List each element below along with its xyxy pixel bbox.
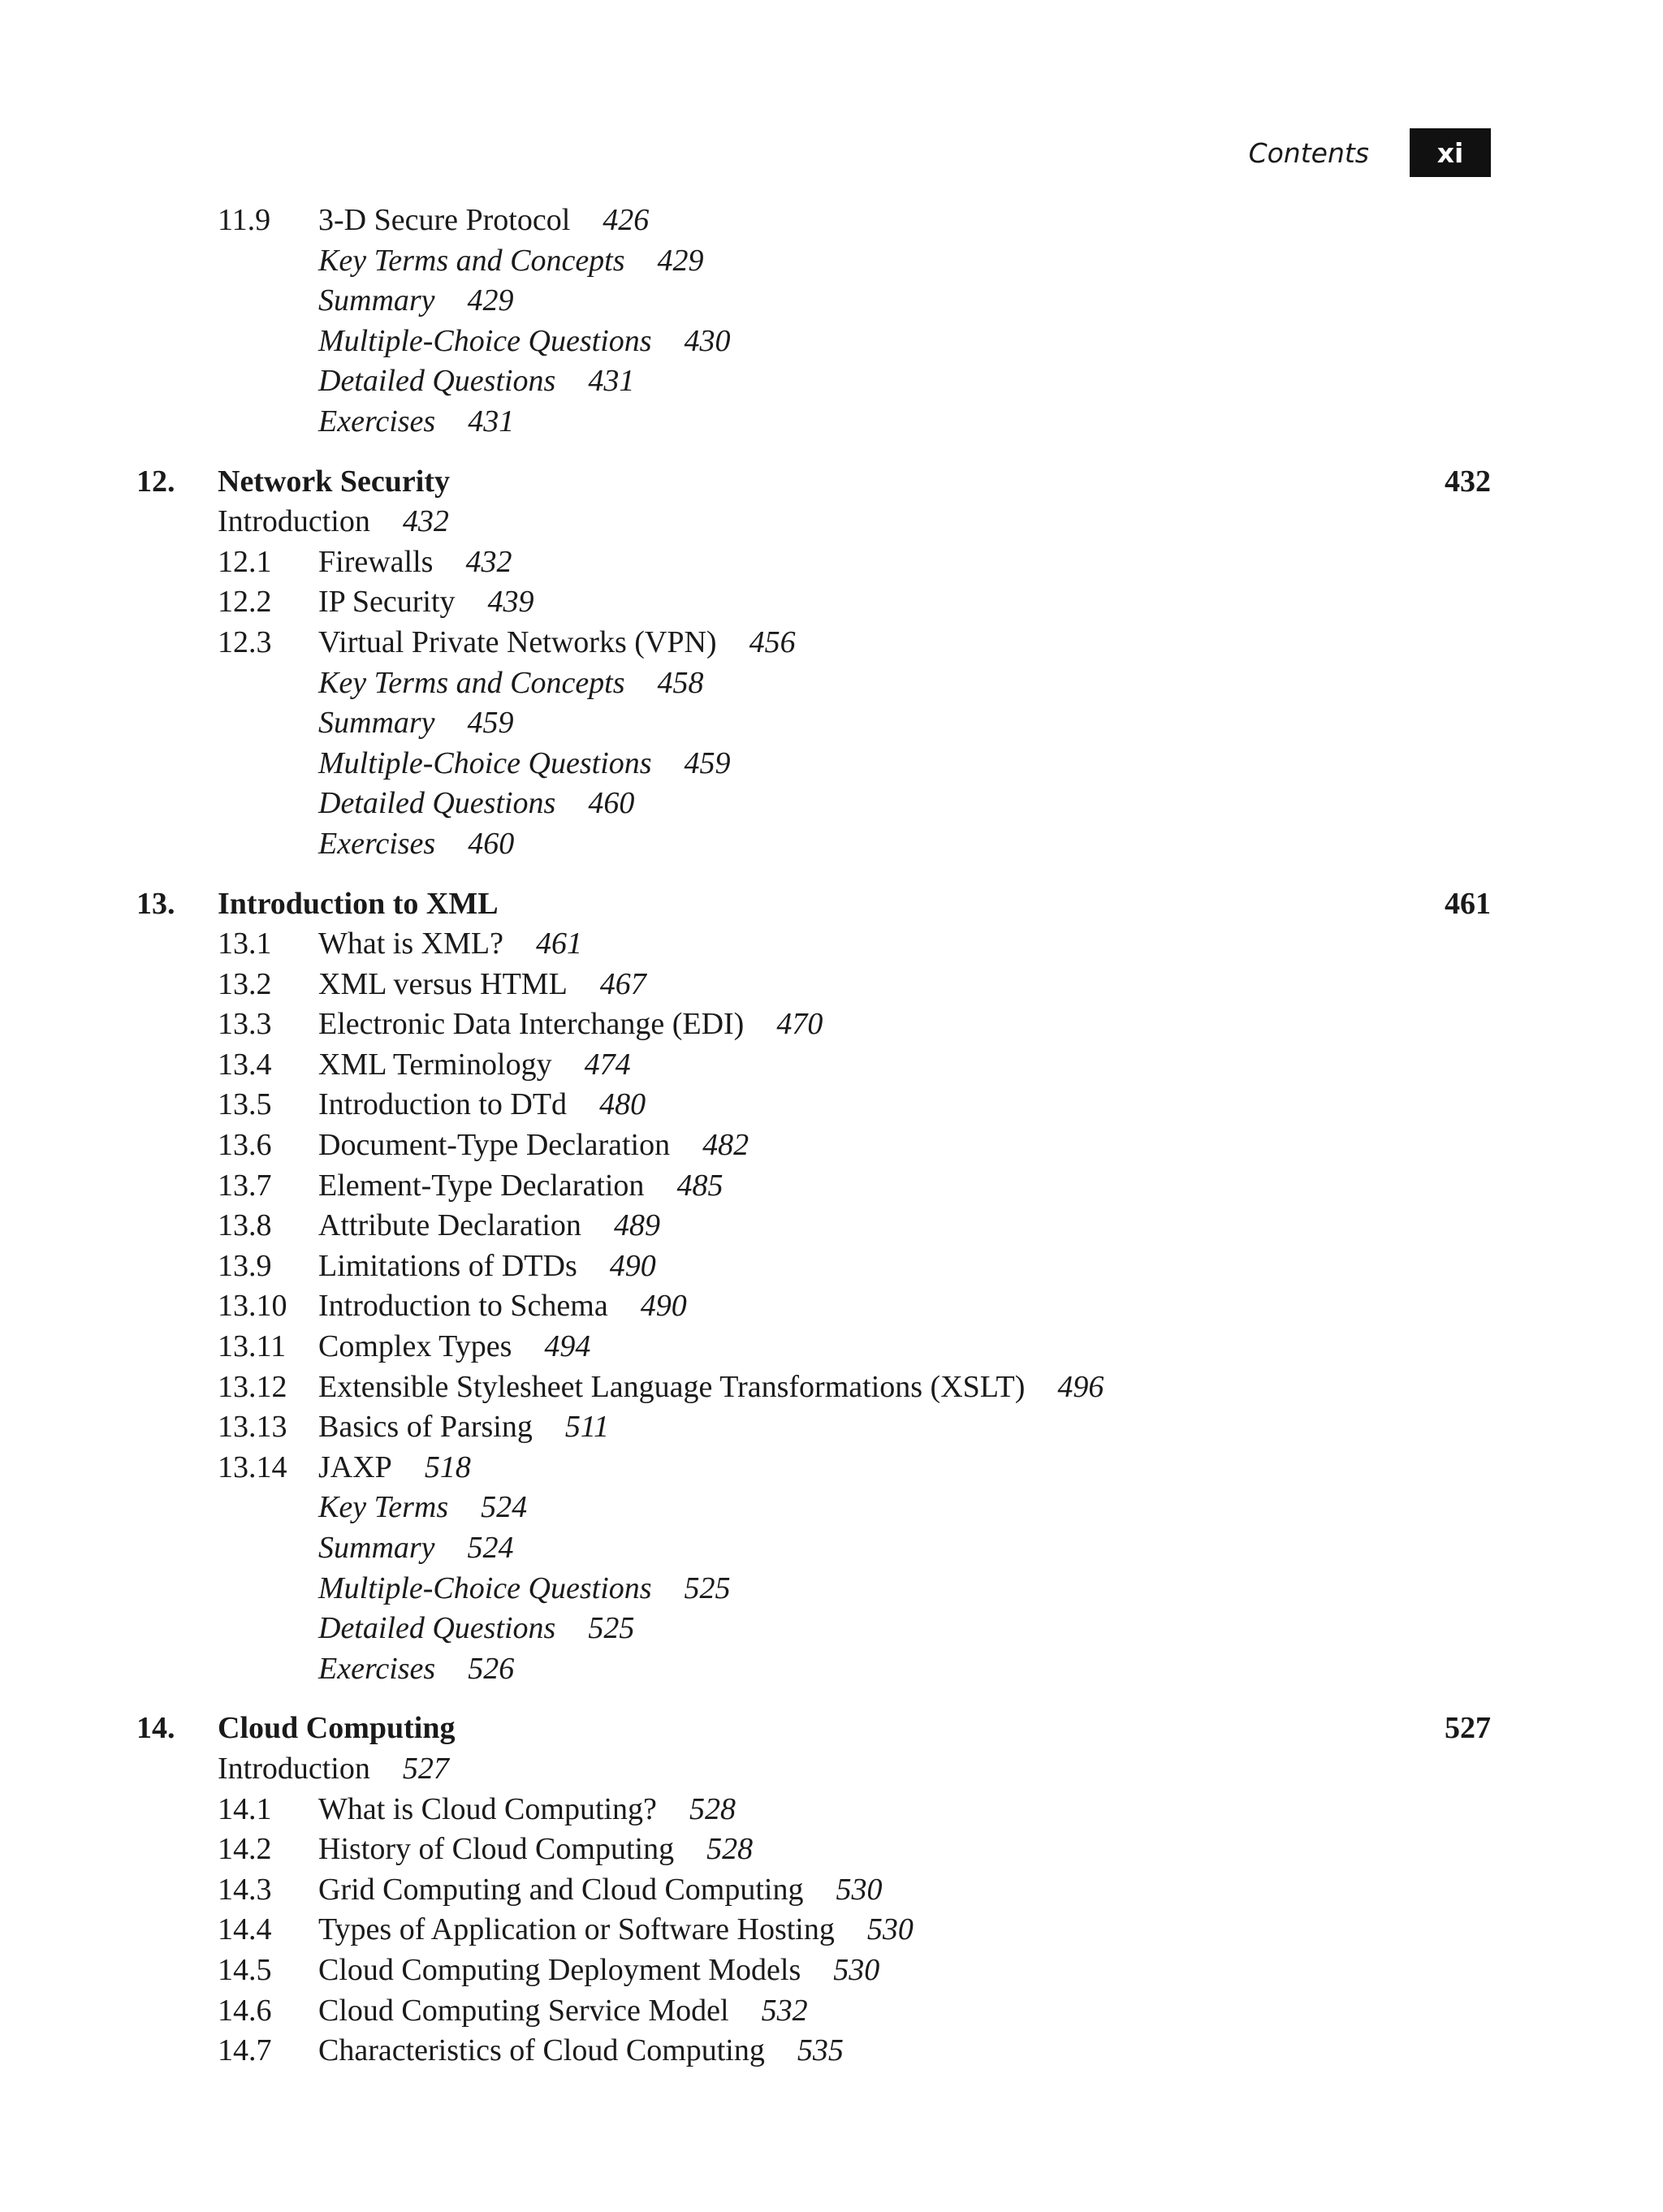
backmatter-page-number: 460	[588, 786, 635, 821]
section-title: 3-D Secure Protocol	[318, 203, 571, 237]
section-page-number: 530	[836, 1872, 883, 1907]
toc-chapter-entry[interactable]	[0, 462, 1663, 503]
backmatter-body	[318, 663, 704, 704]
section-number: 13.1	[218, 927, 272, 961]
section-page-number: 490	[609, 1248, 656, 1283]
section-number: 12.2	[218, 585, 272, 620]
toc-section-entry[interactable]	[0, 1830, 1663, 1870]
section-page-number: 490	[640, 1289, 687, 1324]
toc-introduction-entry[interactable]	[0, 1749, 1663, 1790]
toc-backmatter-entry[interactable]	[0, 281, 1663, 322]
backmatter-page-number: 526	[468, 1651, 515, 1686]
backmatter-body	[318, 322, 731, 362]
section-body	[318, 542, 512, 583]
backmatter-page-number: 431	[468, 404, 515, 439]
section-body	[318, 965, 646, 1005]
section-body	[318, 582, 534, 623]
backmatter-title: Key Terms and Concepts	[318, 665, 625, 700]
section-title: Attribute Declaration	[318, 1208, 581, 1243]
introduction-body	[218, 1749, 449, 1790]
section-number: 14.7	[218, 2033, 272, 2068]
toc-backmatter-entry[interactable]	[0, 703, 1663, 744]
backmatter-body	[318, 784, 634, 824]
toc-section-entry[interactable]	[0, 2031, 1663, 2072]
backmatter-body	[318, 1649, 514, 1690]
introduction-page-number: 527	[402, 1751, 449, 1786]
section-body	[318, 623, 796, 663]
section-number: 14.2	[218, 1832, 272, 1867]
section-title: XML versus HTML	[318, 966, 568, 1001]
section-number: 13.12	[218, 1369, 287, 1404]
toc-section-entry[interactable]	[0, 1004, 1663, 1045]
backmatter-body	[318, 744, 731, 784]
section-title: Virtual Private Networks (VPN)	[318, 624, 717, 659]
toc-section-entry[interactable]	[0, 1448, 1663, 1488]
backmatter-title: Key Terms and Concepts	[318, 243, 625, 278]
section-title: Cloud Computing Deployment Models	[318, 1952, 801, 1987]
backmatter-page-number: 429	[657, 243, 704, 278]
toc-section-entry[interactable]	[0, 1407, 1663, 1448]
backmatter-body	[318, 1488, 527, 1528]
toc-backmatter-entry[interactable]	[0, 663, 1663, 704]
toc-chapter-entry[interactable]	[0, 884, 1663, 925]
section-page-number: 530	[833, 1952, 880, 1987]
section-body	[318, 1830, 753, 1870]
section-number: 13.6	[218, 1128, 272, 1163]
section-title: Document-Type Declaration	[318, 1128, 671, 1163]
toc-backmatter-entry[interactable]	[0, 744, 1663, 784]
section-title: Firewalls	[318, 544, 434, 579]
section-title: Types of Application or Software Hosting	[318, 1912, 835, 1947]
section-number: 13.3	[218, 1007, 272, 1042]
backmatter-title: Multiple-Choice Questions	[318, 323, 652, 358]
toc-section-entry[interactable]	[0, 1870, 1663, 1911]
toc-section-entry[interactable]	[0, 201, 1663, 241]
chapter-number: 14.	[136, 1711, 175, 1746]
toc-section-entry[interactable]	[0, 924, 1663, 965]
section-title: What is Cloud Computing?	[318, 1791, 657, 1826]
section-title: IP Security	[318, 585, 456, 620]
backmatter-page-number: 460	[468, 826, 515, 861]
chapter-title: Introduction to XML	[218, 886, 499, 921]
section-body	[318, 1286, 687, 1327]
section-title: Grid Computing and Cloud Computing	[318, 1872, 804, 1907]
section-body	[318, 1004, 823, 1045]
backmatter-page-number: 525	[588, 1611, 635, 1646]
page-number-badge: xi	[1410, 128, 1491, 177]
backmatter-title: Multiple-Choice Questions	[318, 1570, 652, 1605]
section-number: 14.4	[218, 1912, 272, 1947]
section-page-number: 528	[706, 1832, 754, 1867]
section-body	[318, 1407, 609, 1448]
section-page-number: 528	[689, 1791, 736, 1826]
section-title: Characteristics of Cloud Computing	[318, 2033, 765, 2068]
backmatter-page-number: 524	[467, 1531, 514, 1565]
section-number: 11.9	[218, 203, 271, 237]
section-title: Element-Type Declaration	[318, 1168, 645, 1203]
toc-section-entry[interactable]	[0, 965, 1663, 1005]
backmatter-body	[318, 703, 514, 744]
section-number: 13.11	[218, 1329, 287, 1364]
backmatter-body	[318, 402, 514, 443]
backmatter-title: Summary	[318, 283, 435, 318]
toc-backmatter-entry[interactable]	[0, 1488, 1663, 1528]
section-title: Extensible Stylesheet Language Transformations (XSLT)	[318, 1369, 1026, 1404]
toc-backmatter-entry[interactable]	[0, 322, 1663, 362]
chapter-number: 13.	[136, 886, 175, 921]
backmatter-title: Exercises	[318, 826, 436, 861]
running-head-label: Contents	[1248, 136, 1369, 169]
toc-section-entry[interactable]	[0, 1951, 1663, 1991]
toc-section-entry[interactable]	[0, 582, 1663, 623]
backmatter-title: Detailed Questions	[318, 1611, 556, 1646]
toc-section-entry[interactable]	[0, 1166, 1663, 1207]
section-number: 13.5	[218, 1087, 272, 1122]
section-body	[318, 1166, 723, 1207]
backmatter-page-number: 525	[684, 1570, 731, 1605]
section-page-number: 480	[599, 1087, 646, 1122]
backmatter-title: Key Terms	[318, 1490, 449, 1525]
section-body	[318, 1206, 660, 1246]
backmatter-body	[318, 1609, 634, 1649]
section-number: 12.3	[218, 624, 272, 659]
section-page-number: 489	[613, 1208, 660, 1243]
section-title: What is XML?	[318, 927, 503, 961]
backmatter-title: Detailed Questions	[318, 786, 556, 821]
section-page-number: 485	[676, 1168, 724, 1203]
section-page-number: 494	[544, 1329, 591, 1364]
section-body	[318, 2031, 844, 2072]
toc-section-entry[interactable]	[0, 1790, 1663, 1830]
section-number: 12.1	[218, 544, 272, 579]
section-body	[318, 1045, 631, 1086]
backmatter-title: Detailed Questions	[318, 364, 556, 399]
section-page-number: 482	[702, 1128, 749, 1163]
introduction-page-number: 432	[402, 504, 449, 539]
section-number: 13.4	[218, 1047, 272, 1082]
section-page-number: 532	[761, 1993, 808, 2028]
section-body	[318, 1367, 1104, 1408]
section-title: Limitations of DTDs	[318, 1248, 577, 1283]
section-page-number: 432	[465, 544, 512, 579]
toc-backmatter-entry[interactable]	[0, 824, 1663, 865]
toc-backmatter-entry[interactable]	[0, 1528, 1663, 1569]
section-page-number: 467	[599, 966, 646, 1001]
toc-section-entry[interactable]	[0, 623, 1663, 663]
section-number: 13.2	[218, 966, 272, 1001]
backmatter-title: Summary	[318, 1531, 435, 1565]
section-body	[318, 201, 649, 241]
chapter-title: Network Security	[218, 464, 450, 499]
section-title: History of Cloud Computing	[318, 1832, 675, 1867]
toc-section-entry[interactable]	[0, 1327, 1663, 1367]
section-title: Cloud Computing Service Model	[318, 1993, 729, 2028]
section-page-number: 511	[564, 1410, 610, 1445]
section-body	[318, 1790, 736, 1830]
toc-section-entry[interactable]	[0, 1367, 1663, 1408]
section-page-number: 426	[603, 203, 650, 237]
section-body	[318, 1448, 471, 1488]
backmatter-body	[318, 824, 514, 865]
section-body	[318, 1951, 879, 1991]
backmatter-body	[318, 361, 634, 402]
toc-backmatter-entry[interactable]	[0, 784, 1663, 824]
toc-backmatter-entry[interactable]	[0, 1649, 1663, 1690]
toc-section-entry[interactable]	[0, 1246, 1663, 1287]
section-page-number: 461	[535, 927, 582, 961]
section-page-number: 439	[487, 585, 534, 620]
backmatter-body	[318, 281, 514, 322]
chapter-page-number: 432	[1445, 464, 1491, 499]
section-body	[318, 1327, 590, 1367]
toc-backmatter-entry[interactable]	[0, 1609, 1663, 1649]
section-number: 13.9	[218, 1248, 272, 1283]
chapter-title: Cloud Computing	[218, 1711, 456, 1746]
backmatter-page-number: 458	[657, 665, 704, 700]
chapter-page-number: 527	[1445, 1711, 1491, 1746]
section-body	[318, 1125, 749, 1166]
section-title: Introduction to DTd	[318, 1087, 568, 1122]
backmatter-page-number: 431	[588, 364, 635, 399]
section-page-number: 496	[1057, 1369, 1104, 1404]
section-number: 13.13	[218, 1410, 287, 1445]
introduction-title: Introduction	[218, 1751, 370, 1786]
toc-section-entry[interactable]	[0, 1045, 1663, 1086]
section-page-number: 474	[584, 1047, 631, 1082]
toc-introduction-entry[interactable]	[0, 502, 1663, 542]
section-page-number: 470	[776, 1007, 823, 1042]
toc-section-entry[interactable]	[0, 1125, 1663, 1166]
toc-section-entry[interactable]	[0, 1991, 1663, 2032]
section-body	[318, 1991, 808, 2032]
section-number: 13.8	[218, 1208, 272, 1243]
toc-section-entry[interactable]	[0, 1206, 1663, 1246]
introduction-body	[218, 502, 449, 542]
section-page-number: 535	[797, 2033, 844, 2068]
toc-backmatter-entry[interactable]	[0, 1569, 1663, 1609]
backmatter-title: Summary	[318, 706, 435, 741]
toc-section-entry[interactable]	[0, 1286, 1663, 1327]
toc-chapter-entry[interactable]	[0, 1709, 1663, 1749]
toc-backmatter-entry[interactable]	[0, 241, 1663, 282]
backmatter-title: Exercises	[318, 404, 436, 439]
section-page-number: 530	[866, 1912, 914, 1947]
section-number: 14.6	[218, 1993, 272, 2028]
section-page-number: 518	[424, 1449, 471, 1484]
backmatter-body	[318, 1569, 731, 1609]
section-title: Complex Types	[318, 1329, 512, 1364]
section-number: 13.10	[218, 1289, 287, 1324]
section-page-number: 456	[749, 624, 796, 659]
backmatter-page-number: 524	[481, 1490, 528, 1525]
introduction-title: Introduction	[218, 504, 370, 539]
toc-backmatter-entry[interactable]	[0, 402, 1663, 443]
section-body	[318, 1085, 646, 1125]
backmatter-page-number: 429	[467, 283, 514, 318]
toc-section-entry[interactable]	[0, 542, 1663, 583]
section-title: JAXP	[318, 1449, 392, 1484]
backmatter-page-number: 459	[684, 745, 731, 780]
backmatter-body	[318, 241, 704, 282]
section-title: Basics of Parsing	[318, 1410, 533, 1445]
section-number: 14.1	[218, 1791, 272, 1826]
section-number: 13.7	[218, 1168, 272, 1203]
section-number: 14.3	[218, 1872, 272, 1907]
backmatter-page-number: 459	[467, 706, 514, 741]
section-body	[318, 1910, 914, 1951]
section-number: 14.5	[218, 1952, 272, 1987]
backmatter-title: Exercises	[318, 1651, 436, 1686]
section-number: 13.14	[218, 1449, 287, 1484]
section-title: Introduction to Schema	[318, 1289, 608, 1324]
backmatter-title: Multiple-Choice Questions	[318, 745, 652, 780]
toc-backmatter-entry[interactable]	[0, 361, 1663, 402]
toc-section-entry[interactable]	[0, 1085, 1663, 1125]
backmatter-body	[318, 1528, 514, 1569]
section-title: XML Terminology	[318, 1047, 552, 1082]
table-of-contents	[0, 201, 1663, 2072]
running-head	[1249, 128, 1491, 177]
chapter-page-number: 461	[1445, 886, 1491, 921]
chapter-number: 12.	[136, 464, 175, 499]
backmatter-page-number: 430	[684, 323, 731, 358]
section-body	[318, 1870, 882, 1911]
section-title: Electronic Data Interchange (EDI)	[318, 1007, 745, 1042]
section-body	[318, 1246, 656, 1287]
section-body	[318, 924, 582, 965]
toc-section-entry[interactable]	[0, 1910, 1663, 1951]
